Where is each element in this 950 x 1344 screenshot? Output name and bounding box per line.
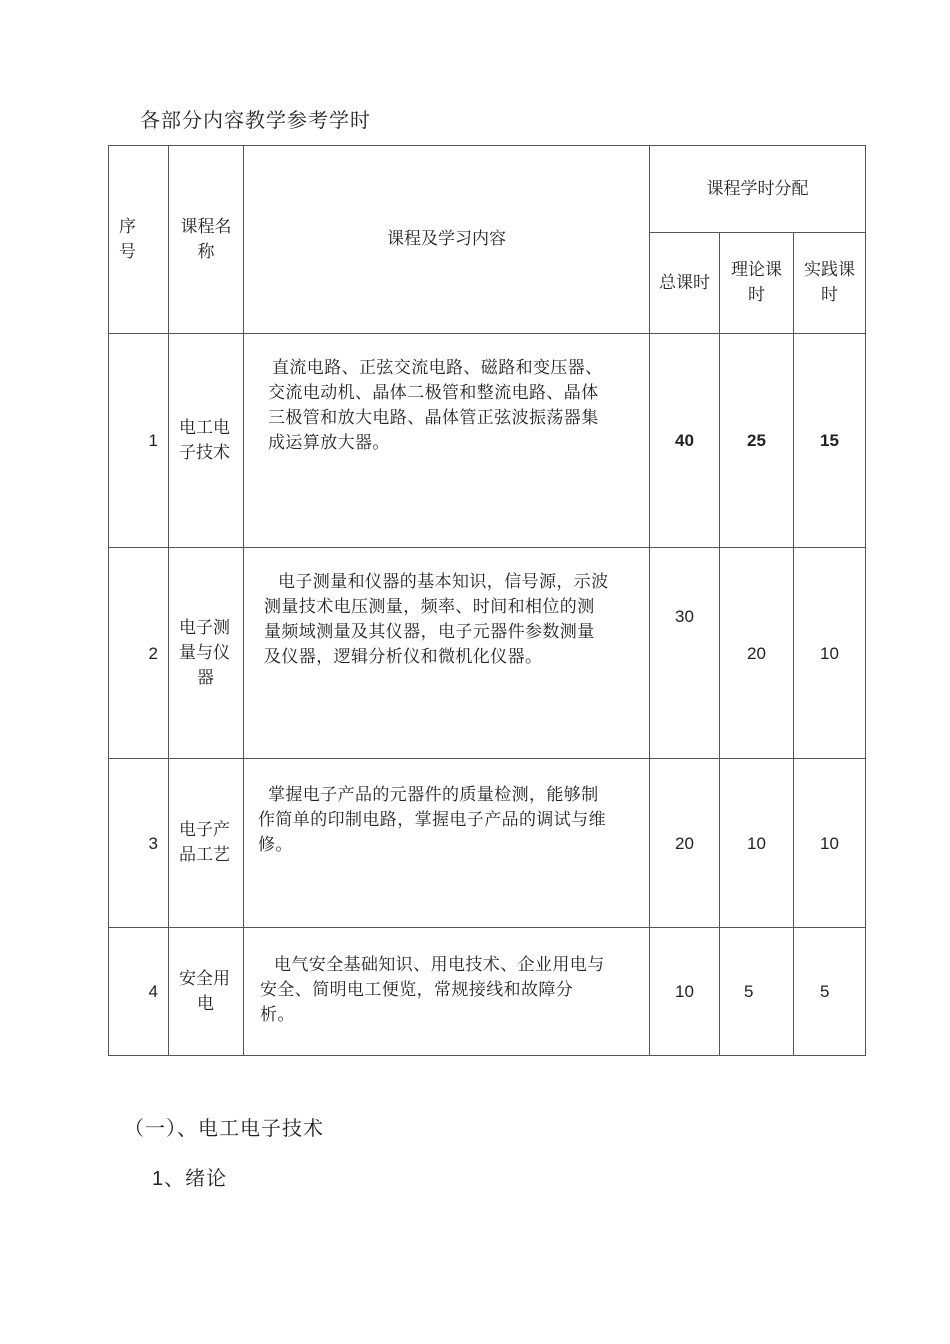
- table-row: [109, 334, 866, 548]
- row-content: 电气安全基础知识、用电技术、企业用电与 安全、简明电工便览，常规接线和故障分 析。: [244, 928, 650, 1056]
- header-seq: 序 号: [109, 146, 169, 334]
- row-total: 30: [650, 548, 720, 759]
- row-seq: 2: [109, 548, 169, 759]
- table-row: [109, 759, 866, 928]
- row-seq: 4: [109, 928, 169, 1056]
- row-course-name: 电子产 品工艺: [169, 759, 244, 928]
- row-total: 40: [650, 334, 720, 548]
- table-row: [109, 928, 866, 1056]
- row-theory: 20: [720, 548, 794, 759]
- row-content: 电子测量和仪器的基本知识，信号源，示波 测量技术电压测量，频率、时间和相位的测 量频域测量及其仪器，电子元器件参数测量 及仪器，逻辑分析仪和微机化仪器。: [244, 548, 650, 759]
- table-caption: 各部分内容教学参考学时: [140, 108, 371, 132]
- header-theory: 理论课 时: [720, 233, 794, 334]
- row-practice: 15: [794, 334, 866, 548]
- header-content: 课程及学习内容: [244, 146, 650, 334]
- row-total: 10: [650, 928, 720, 1056]
- course-hours-table: [108, 145, 866, 1056]
- row-course-name: 安全用 电: [169, 928, 244, 1056]
- row-theory: 10: [720, 759, 794, 928]
- header-total: 总课时: [650, 233, 720, 334]
- row-course-name: 电工电 子技术: [169, 334, 244, 548]
- table-row: [109, 548, 866, 759]
- row-practice: 5: [794, 928, 866, 1056]
- row-theory: 5: [720, 928, 794, 1056]
- row-course-name: 电子测 量与仪 器: [169, 548, 244, 759]
- row-total: 20: [650, 759, 720, 928]
- row-theory: 25: [720, 334, 794, 548]
- row-seq: 3: [109, 759, 169, 928]
- row-content: 掌握电子产品的元器件的质量检测，能够制 作简单的印制电路，掌握电子产品的调试与维 修。: [244, 759, 650, 928]
- header-allocation: 课程学时分配: [650, 146, 866, 233]
- row-practice: 10: [794, 548, 866, 759]
- section-title: （一）、电工电子技术: [124, 1116, 324, 1140]
- header-course-name: 课程名 称: [169, 146, 244, 334]
- row-seq: 1: [109, 334, 169, 548]
- row-content: 直流电路、正弦交流电路、磁路和变压器、 交流电动机、晶体二极管和整流电路、晶体 三极管和放大电路、晶体管正弦波振荡器集 成运算放大器。: [244, 334, 650, 548]
- header-practice: 实践课 时: [794, 233, 866, 334]
- row-practice: 10: [794, 759, 866, 928]
- subsection-title: 1、绪论: [152, 1166, 228, 1190]
